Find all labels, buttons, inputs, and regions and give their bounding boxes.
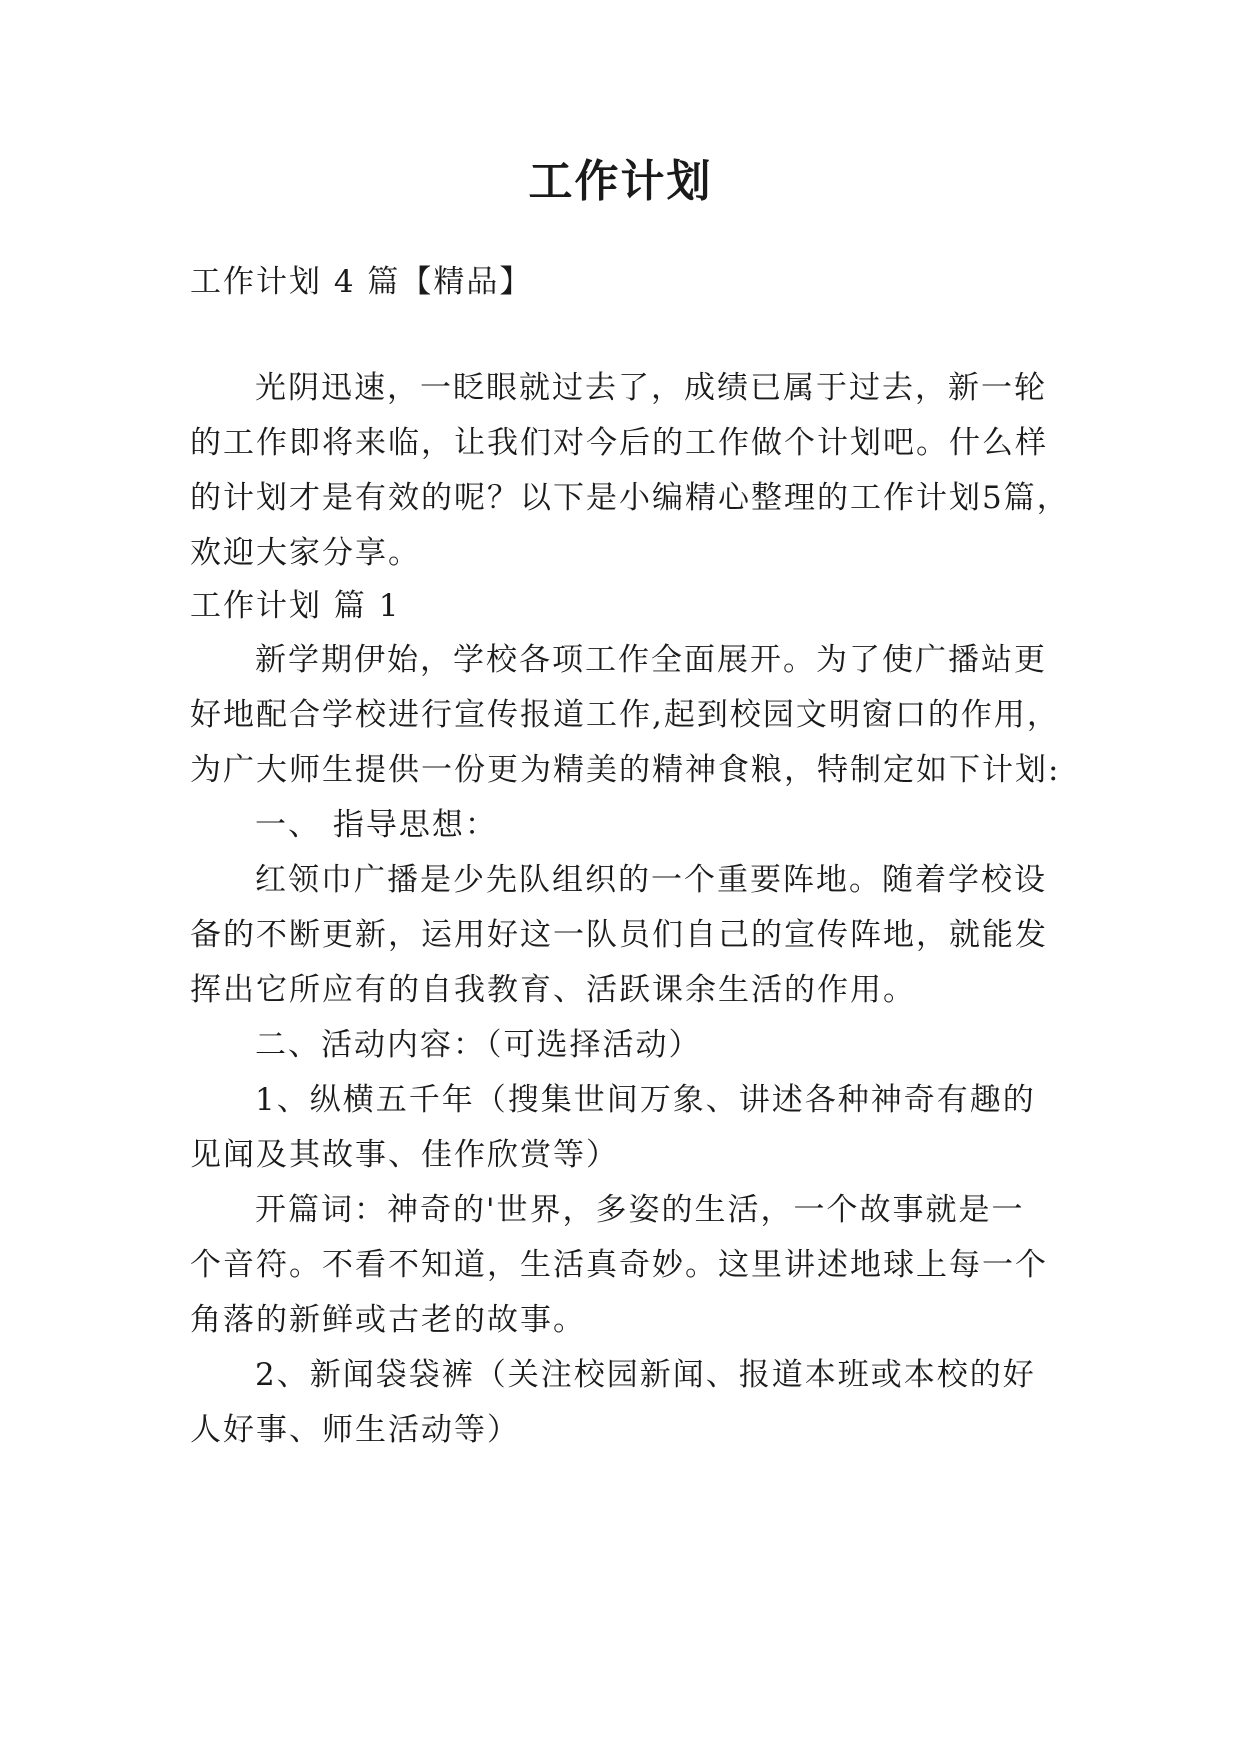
intro-line-3: 的计划才是有效的呢？以下是小编精心整理的工作计划5篇，	[190, 480, 1070, 516]
para-1-line-2: 好地配合学校进行宣传报道工作,起到校园文明窗口的作用，	[190, 697, 1060, 733]
item-2-line-1: 2、新闻袋袋裤（关注校园新闻、报道本班或本校的好	[255, 1357, 1036, 1393]
heading-guiding-thought: 一、 指导思想：	[255, 807, 498, 843]
section-heading-1: 工作计划 篇 1	[190, 588, 401, 624]
heading-activity-content: 二、活动内容：（可选择活动）	[255, 1027, 702, 1063]
para-3-line-1: 开篇词：神奇的'世界，多姿的生活，一个故事就是一	[255, 1192, 1025, 1228]
document-subtitle: 工作计划 4 篇【精品】	[190, 264, 533, 300]
intro-line-4: 欢迎大家分享。	[190, 535, 421, 571]
document-title: 工作计划	[528, 156, 713, 207]
para-3-line-3: 角落的新鲜或古老的故事。	[190, 1302, 586, 1338]
intro-line-1: 光阴迅速，一眨眼就过去了，成绩已属于过去，新一轮	[255, 370, 1047, 406]
para-2-line-1: 红领巾广播是少先队组织的一个重要阵地。随着学校设	[255, 862, 1047, 898]
para-1-line-1: 新学期伊始，学校各项工作全面展开。为了使广播站更	[255, 642, 1047, 678]
item-1-line-2: 见闻及其故事、佳作欣赏等）	[190, 1137, 619, 1173]
item-1-line-1: 1、纵横五千年（搜集世间万象、讲述各种神奇有趣的	[255, 1082, 1036, 1118]
intro-line-2: 的工作即将来临，让我们对今后的工作做个计划吧。什么样	[190, 425, 1048, 461]
para-3-line-2: 个音符。不看不知道，生活真奇妙。这里讲述地球上每一个	[190, 1247, 1048, 1283]
para-2-line-2: 备的不断更新，运用好这一队员们自己的宣传阵地，就能发	[190, 917, 1048, 953]
para-1-line-3: 为广大师生提供一份更为精美的精神食粮，特制定如下计划:	[190, 752, 1061, 788]
para-2-line-3: 挥出它所应有的自我教育、活跃课余生活的作用。	[190, 972, 916, 1008]
item-2-line-2: 人好事、师生活动等）	[190, 1412, 520, 1448]
